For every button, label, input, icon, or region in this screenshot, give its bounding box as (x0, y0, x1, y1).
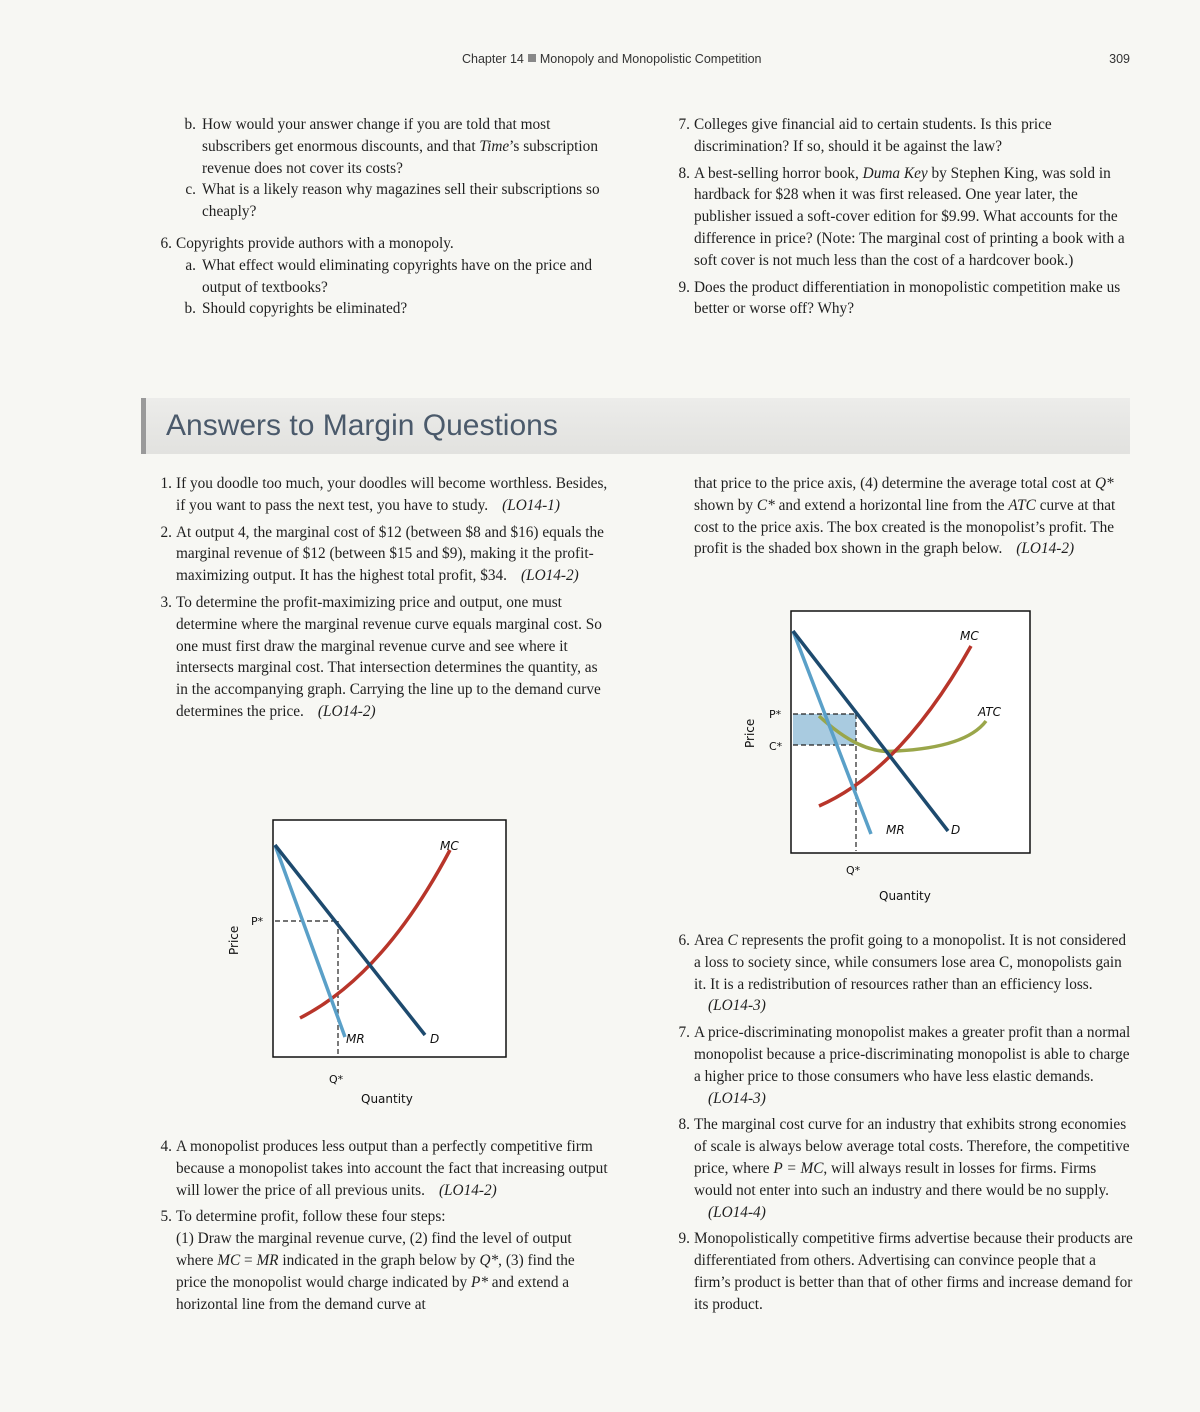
item-number: 9. (678, 278, 690, 296)
section-title: Answers to Margin Questions (166, 409, 558, 442)
question-text: Does the product differentiation in monopolistic competition make us better or worse off? Why? (694, 278, 1121, 318)
page-number: 309 (1109, 52, 1130, 66)
question-6a (176, 255, 605, 299)
item-number: 9. (678, 1230, 690, 1248)
question-7 (668, 114, 1132, 158)
answer-text: If you doodle too much, your doodles will become worthless. Besides, if you want to pass the next test, you have to study. (176, 475, 608, 514)
chapter-heading (462, 52, 762, 66)
learning-objective-ref: (LO14-4) (708, 1203, 766, 1221)
magazine-title: Time (479, 137, 510, 155)
answers-right-column (694, 473, 1134, 560)
question-5b (176, 114, 605, 179)
question-text: Should copyrights be eliminated? (202, 300, 408, 318)
answer-text: A price-discriminating monopolist makes a greater profit than a normal monopolist because a price-discriminating monopolist is able to charge a higher price to those consumers who have less elastic demands. (694, 1024, 1131, 1085)
item-number: 4. (160, 1138, 172, 1155)
demand-label: D (951, 823, 961, 837)
question-9 (668, 277, 1132, 321)
answer-text: (1) Draw the marginal revenue curve, (2) find the level of output where (176, 1230, 572, 1269)
learning-objective-ref: (LO14-2) (438, 1181, 497, 1199)
answers-left-column (150, 473, 608, 728)
question-6b (176, 298, 605, 320)
book-title: Duma Key (862, 164, 928, 182)
answer-8 (668, 1114, 1134, 1223)
question-text: What is a likely reason why magazines sell their subscriptions so cheaply? (202, 181, 600, 221)
answer-text: , will always result in losses for firms. Firms would not enter into such an industry and there would be no supply. (694, 1159, 1109, 1199)
item-label: b. (184, 116, 196, 133)
x-axis-label: Quantity (879, 889, 931, 903)
equals-sign: = (240, 1251, 257, 1269)
question-text: How would your answer change if you are told that most subscribers get enormous discounts, and that (202, 116, 551, 155)
c-star-label: C* (769, 740, 783, 753)
item-number: 5. (160, 1208, 172, 1226)
item-number: 6. (160, 234, 172, 252)
square-bullet-icon (528, 54, 536, 62)
demand-label: D (430, 1032, 440, 1046)
answer-2 (150, 522, 608, 587)
running-header (0, 52, 1200, 70)
question-5c (176, 179, 605, 223)
monopoly-profit-graph-svg (736, 606, 1046, 912)
item-number: 7. (678, 1024, 690, 1042)
question-8 (668, 163, 1132, 272)
item-number: 7. (678, 116, 690, 133)
question-text: ’s subscription revenue does not cover its costs? (202, 137, 598, 177)
math-symbol: P* (470, 1273, 488, 1291)
answers-left-column-lower (150, 1136, 608, 1320)
top-left-column (150, 114, 605, 320)
x-axis-label: Quantity (361, 1092, 413, 1106)
item-label: c. (185, 181, 196, 199)
math-symbol: C* (756, 496, 775, 514)
answer-text: Area (694, 932, 728, 949)
question-text: Colleges give financial aid to certain students. Is this price discrimination? If so, should it be against the law? (694, 116, 1052, 155)
learning-objective-ref: (LO14-2) (317, 702, 376, 720)
answer-4 (150, 1136, 608, 1201)
answer-text: To determine the profit-maximizing price and output, one must determine where the marginal revenue curve equals marginal cost. So one must first draw the marginal revenue curve and see where it intersects marginal cost. That intersection determines the quantity, as in the accompanying graph. Carrying the line up to the demand curve determines the price. (176, 593, 602, 720)
answer-text: that price to the price axis, (4) determine the average total cost at (694, 475, 1095, 492)
answer-text: A monopolist produces less output than a perfectly competitive firm because a monopolist takes into account the fact that increasing output will lower the price of all previous units. (176, 1138, 608, 1199)
mr-label: MR (346, 1032, 365, 1046)
q-star-label: Q* (846, 864, 861, 877)
learning-objective-ref: (LO14-3) (708, 997, 766, 1015)
answer-9 (668, 1228, 1134, 1315)
answer-text: and extend a horizontal line from the demand curve at (176, 1273, 570, 1313)
chapter-number: Chapter 14 (462, 52, 524, 66)
item-number: 1. (160, 475, 172, 492)
answer-text: To determine profit, follow these four steps: (176, 1208, 446, 1226)
top-right-column (668, 114, 1132, 325)
question-text: Copyrights provide authors with a monopoly. (176, 234, 454, 252)
answer-text: indicated in the graph below by (278, 1251, 480, 1269)
math-expression: P = MC (773, 1159, 824, 1177)
learning-objective-ref: (LO14-1) (502, 496, 560, 514)
monopoly-profit-graph (736, 606, 1046, 912)
answer-3 (150, 592, 608, 723)
answer-6 (668, 930, 1134, 1017)
math-symbol: C (727, 932, 738, 949)
math-symbol: Q* (479, 1251, 499, 1269)
math-symbol: Q* (1094, 475, 1114, 492)
answer-text: The marginal cost curve for an industry that exhibits strong economies of scale is always below average total costs. Therefore, the competitive price, where (694, 1116, 1130, 1177)
item-number: 8. (678, 164, 690, 182)
answer-5 (150, 1206, 608, 1315)
p-star-label: P* (251, 915, 264, 928)
y-axis-label: Price (227, 925, 241, 955)
question-6 (150, 233, 605, 255)
mr-label: MR (886, 823, 905, 837)
monopoly-graph-svg (220, 815, 520, 1115)
p-star-label: P* (769, 708, 782, 721)
item-number: 2. (160, 523, 172, 541)
answer-text: shown by (694, 496, 757, 514)
answer-7 (668, 1022, 1134, 1109)
answer-text: , (3) find the price the monopolist would charge indicated by (176, 1251, 575, 1291)
item-number: 3. (160, 593, 172, 611)
answer-text: Monopolistically competitive firms advertise because their products are differentiated from others. Advertising can convince people that a firm’s product is better than that of other firms and increase demand for its product. (694, 1230, 1133, 1313)
question-text: A best-selling horror book, (694, 164, 863, 182)
question-text: What effect would eliminating copyrights have on the price and output of textbooks? (202, 256, 593, 296)
chapter-title: Monopoly and Monopolistic Competition (539, 52, 762, 66)
answer-text: represents the profit going to a monopolist. It is not considered a loss to society since, while consumers lose area C, monopolists gain it. It is a redistribution of resources rather than an efficiency loss. (694, 932, 1127, 993)
item-number: 6. (678, 932, 690, 949)
atc-label: ATC (978, 705, 1002, 719)
monopoly-graph (220, 815, 520, 1115)
mc-label: MC (960, 629, 979, 643)
item-number: 8. (678, 1116, 690, 1134)
learning-objective-ref: (LO14-3) (708, 1089, 766, 1107)
answer-5-continued (694, 473, 1134, 560)
math-symbol: MC (217, 1251, 241, 1269)
answers-right-column-lower (668, 930, 1134, 1321)
mc-label: MC (440, 839, 459, 853)
q-star-label: Q* (329, 1073, 344, 1086)
question-text: by Stephen King, was sold in hardback for $28 when it was first released. One year later, the publisher issued a soft-cover edition for $9.99. What accounts for the difference in price? (Note: The marginal cost of printing a book with a soft cover is not much less than the cost of a hardcover book.) (694, 164, 1125, 269)
y-axis-label: Price (743, 718, 757, 748)
answer-text: curve at that cost to the price axis. The box created is the monopolist’s profit. The profit is the shaded box shown in the graph below. (694, 496, 1116, 558)
math-symbol: MR (256, 1251, 279, 1269)
answer-1 (150, 473, 608, 517)
learning-objective-ref: (LO14-2) (1016, 540, 1075, 558)
math-symbol: ATC (1008, 496, 1036, 514)
item-label: b. (184, 300, 196, 318)
section-heading-bar (141, 398, 1130, 454)
item-label: a. (185, 256, 196, 274)
answer-text: and extend a horizontal line from the (774, 496, 1009, 514)
answer-text: At output 4, the marginal cost of $12 (between $8 and $16) equals the marginal revenue of $12 (between $15 and $9), making it the profit-maximizing output. It has the highest total profit, $34. (176, 523, 604, 585)
learning-objective-ref: (LO14-2) (520, 567, 579, 585)
